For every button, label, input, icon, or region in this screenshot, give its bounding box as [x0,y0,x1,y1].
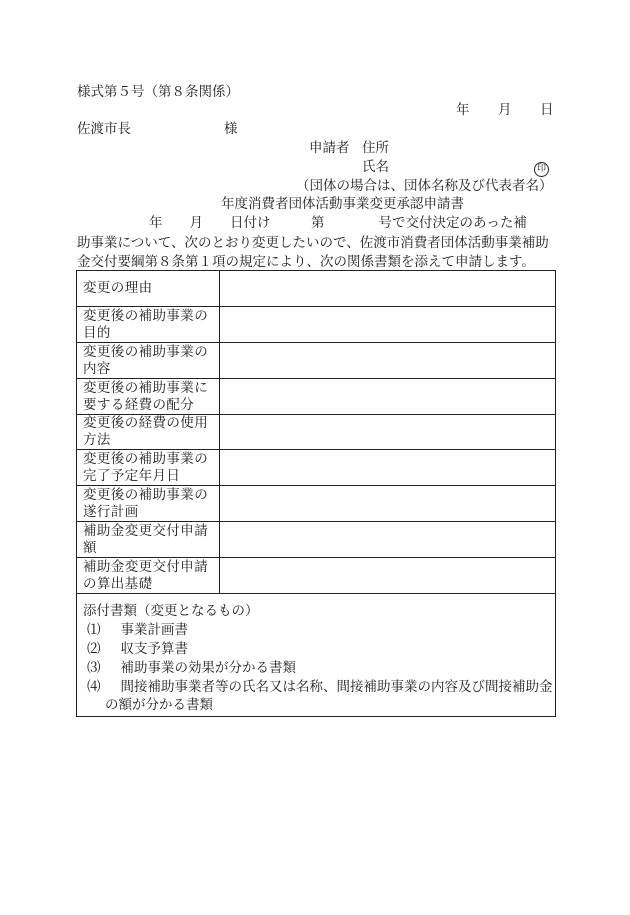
attachment-item-continuation: の額が分かる書類 [105,697,213,713]
name-label: 氏名 [362,159,389,175]
table-row [77,343,556,379]
row-value-field[interactable] [220,558,556,594]
form-number: 様式第５号（第８条関係） [77,84,239,100]
row-label: 変更後の補助事業に 要する経費の配分 [77,379,220,415]
table-row [77,415,556,450]
table-row [77,558,556,594]
table-row [77,379,556,415]
application-table [76,270,556,594]
table-row [77,271,556,307]
attachment-number: ⑵ [87,641,101,657]
row-label: 変更後の経費の使用 方法 [77,415,220,450]
addressee: 佐渡市長 [77,121,131,137]
row-value-field[interactable] [220,450,556,486]
attachments-heading: 添付書類（変更となるもの） [83,603,259,619]
attachment-text: 事業計画書 [120,622,188,638]
body-line-2: 助事業について、次のとおり変更したいので、佐渡市消費者団体活動事業補助 [77,235,549,251]
row-value-field[interactable] [220,486,556,522]
row-label: 補助金変更交付申請 の算出基礎 [77,558,220,594]
attachments-box [76,593,556,717]
attachment-number: ⑶ [87,660,101,676]
seal-mark [534,159,549,177]
row-label: 変更後の補助事業の 目的 [77,307,220,343]
table-row [77,486,556,522]
attachment-number: ⑴ [87,622,101,638]
body-line-1: 年 月 日付け 第 号で交付決定のあった補 [149,215,527,231]
row-value-field[interactable] [220,379,556,415]
row-label: 変更後の補助事業の 遂行計画 [77,486,220,522]
address-label: 住所 [362,140,389,156]
table-row [77,522,556,558]
row-label: 補助金変更交付申請 額 [77,522,220,558]
row-value-field[interactable] [220,271,556,307]
honorific: 様 [224,121,238,137]
seal-icon: 印 [534,162,549,177]
attachment-item [87,641,188,658]
row-label: 変更後の補助事業の 完了予定年月日 [77,450,220,486]
document-title: 年度消費者団体活動事業変更承認申請書 [221,196,464,212]
date-line: 年 月 日 [456,102,554,118]
attachment-text: 補助事業の効果が分かる書類 [120,660,296,676]
row-value-field[interactable] [220,343,556,379]
body-line-3: 金交付要綱第８条第１項の規定により、次の関係書類を添えて申請します。 [77,254,535,270]
attachment-number: ⑷ [87,679,101,695]
row-value-field[interactable] [220,415,556,450]
attachment-item [87,622,188,639]
attachment-text: 間接補助事業者等の氏名又は名称、間接補助事業の内容及び間接補助金 [120,679,553,695]
attachment-text: 収支予算書 [120,641,188,657]
applicant-label: 申請者 [309,140,350,156]
row-value-field[interactable] [220,307,556,343]
applicant-note: （団体の場合は、団体名称及び代表者名） [296,178,553,194]
row-label: 変更の理由 [77,271,220,307]
attachment-item [87,679,553,696]
attachment-item [87,660,296,677]
row-label: 変更後の補助事業の 内容 [77,343,220,379]
row-value-field[interactable] [220,522,556,558]
table-row [77,307,556,343]
table-row [77,450,556,486]
